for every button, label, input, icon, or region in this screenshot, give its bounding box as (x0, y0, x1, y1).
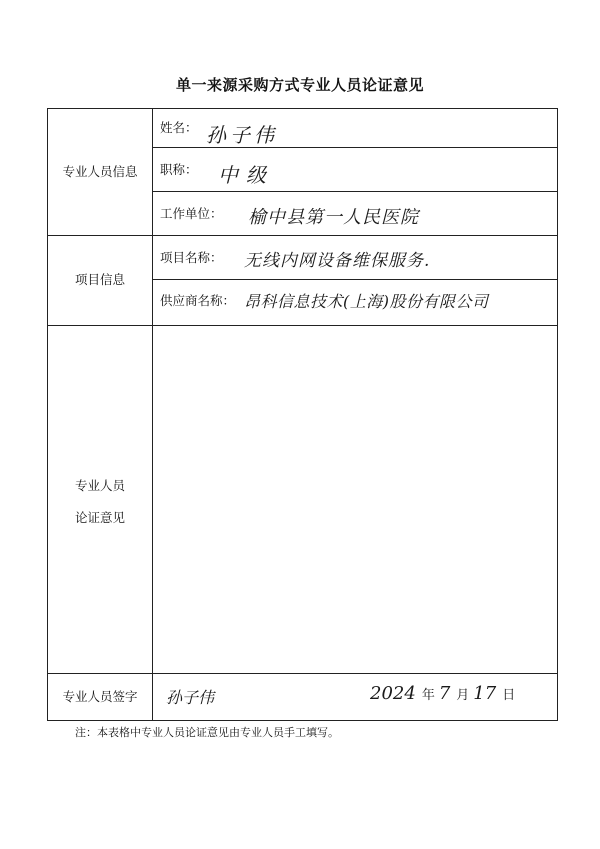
signature-name: 孙子伟 (166, 688, 215, 707)
personnel-info-label: 专业人员信息 (62, 164, 138, 179)
opinion-label (48, 475, 152, 529)
opinion-line (160, 337, 552, 375)
section-divider (48, 673, 557, 674)
opinion-line (160, 489, 552, 527)
row-divider (152, 279, 557, 280)
date-year-unit: 年 (421, 688, 435, 703)
date-day: 17 (473, 683, 497, 704)
name-value: 孙子伟 (206, 123, 278, 147)
supplier-name-label: 供应商名称： (160, 293, 236, 308)
job-title-label: 职称： (160, 162, 198, 177)
project-info-label: 项目信息 (74, 272, 125, 287)
form-title: 单一来源采购方式专业人员论证意见 (175, 76, 424, 94)
date-month-unit: 月 (456, 688, 470, 703)
opinion-line (160, 451, 552, 489)
row-divider (152, 191, 557, 192)
workplace-value: 榆中县第一人民医院 (248, 207, 419, 228)
name-label: 姓名： (160, 120, 198, 135)
signature-date (370, 683, 519, 704)
opinion-label-line1: 专业人员 (74, 478, 125, 493)
workplace-label: 工作单位： (160, 206, 223, 221)
date-month: 7 (438, 683, 451, 704)
opinion-line (160, 375, 552, 413)
column-divider (152, 109, 153, 720)
opinion-line (160, 527, 552, 565)
supplier-name-value: 昂科信息技术(上海)股份有限公司 (244, 292, 489, 311)
section-divider (48, 235, 557, 236)
project-name-label: 项目名称： (160, 250, 223, 265)
opinion-line (160, 413, 552, 451)
opinion-label-line2: 论证意见 (74, 510, 125, 525)
project-name-value: 无线内网设备维保服务. (244, 251, 431, 271)
section-divider (48, 325, 557, 326)
form-table (47, 108, 558, 721)
footnote: 注：本表格中专业人员论证意见由专业人员手工填写。 (75, 726, 339, 739)
date-year: 2024 (370, 683, 416, 704)
date-day-unit: 日 (502, 688, 516, 703)
job-title-value: 中级 (218, 163, 274, 187)
signature-label: 专业人员签字 (62, 689, 138, 704)
